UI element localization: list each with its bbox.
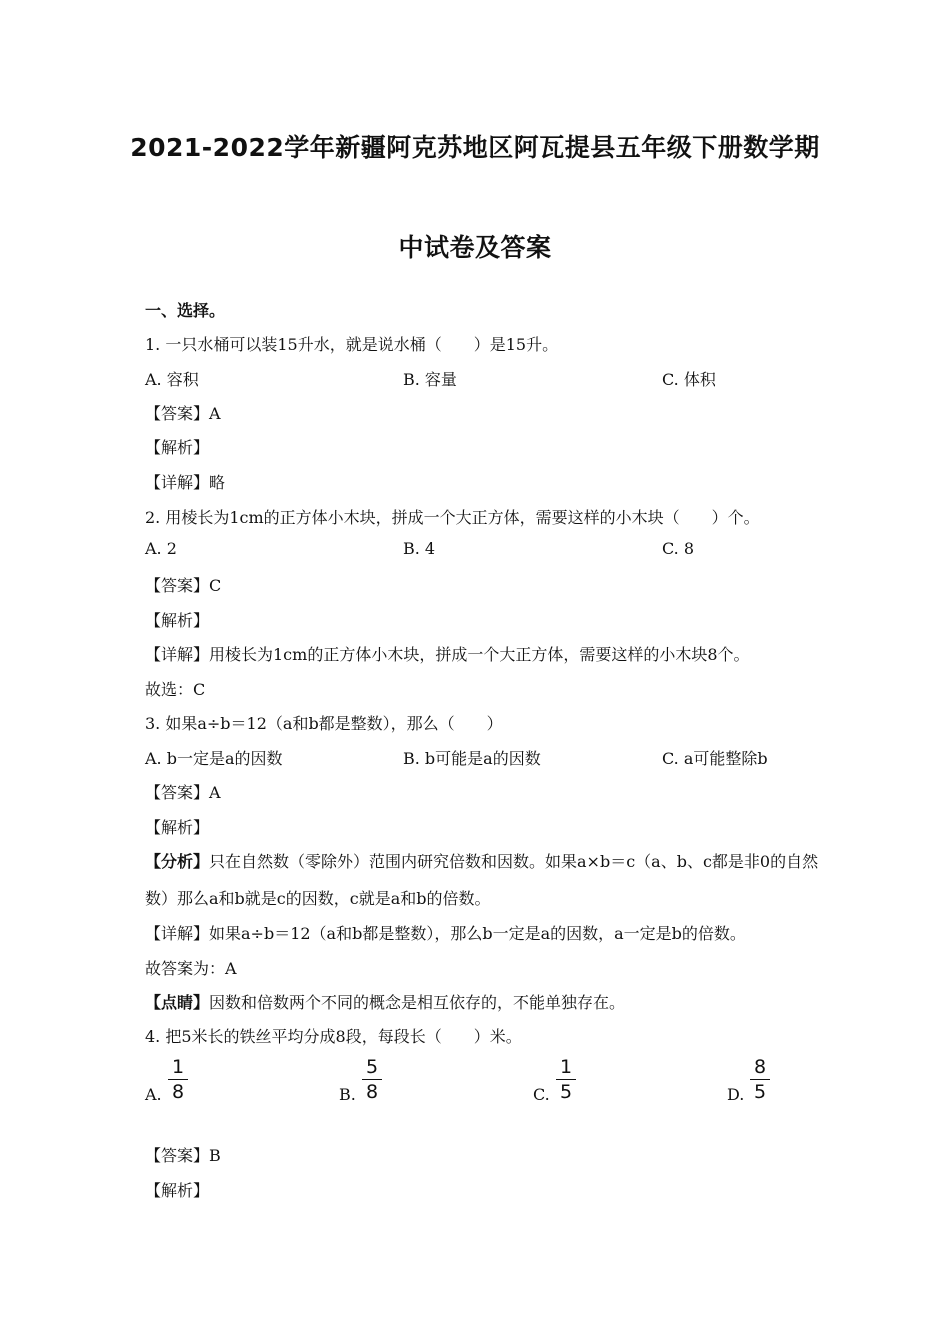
question-1-analysis-label: 【解析】 [145, 438, 210, 457]
question-3-option-b: B. b可能是a的因数 [403, 749, 541, 768]
question-4-option-b-label: B. [339, 1085, 356, 1104]
question-4-option-a-label: A. [145, 1085, 162, 1104]
question-2-option-a: A. 2 [145, 539, 177, 558]
question-3-answer: 【答案】A [145, 783, 221, 802]
question-4-option-c-fraction [556, 1056, 576, 1103]
question-1-option-c: C. 体积 [662, 370, 716, 389]
fraction-denominator: 5 [559, 1081, 573, 1103]
document-title-line-1: 2021-2022学年新疆阿克苏地区阿瓦提县五年级下册数学期 [130, 133, 820, 162]
question-3-option-c: C. a可能整除b [662, 749, 768, 768]
question-4-option-c-label: C. [533, 1085, 550, 1104]
fenxi-text-1: 只在自然数（零除外）范围内研究倍数和因数。如果a×b＝c（a、b、c都是非0的自然 [209, 852, 819, 871]
question-2-conclusion: 故选：C [145, 680, 206, 699]
question-4-option-b-fraction [362, 1056, 382, 1103]
fraction-numerator: 8 [753, 1056, 767, 1078]
fraction-denominator: 8 [365, 1081, 379, 1103]
fraction-bar [556, 1079, 576, 1080]
question-3-option-a: A. b一定是a的因数 [145, 749, 283, 768]
question-4-stem: 4. 把5米长的铁丝平均分成8段，每段长（ ）米。 [145, 1027, 522, 1046]
question-2-stem: 2. 用棱长为1cm的正方体小木块，拼成一个大正方体，需要这样的小木块（ ）个。 [145, 508, 760, 527]
question-2-answer: 【答案】C [145, 576, 222, 595]
fraction-numerator: 1 [559, 1056, 573, 1078]
question-4-option-d-fraction [750, 1056, 770, 1103]
question-3-conclusion: 故答案为：A [145, 959, 237, 978]
question-3-analysis-label: 【解析】 [145, 818, 210, 837]
section-heading: 一、选择。 [145, 301, 226, 320]
question-2-analysis-label: 【解析】 [145, 611, 210, 630]
question-1-answer: 【答案】A [145, 404, 221, 423]
fraction-denominator: 5 [753, 1081, 767, 1103]
fenxi-label: 【分析】 [145, 852, 210, 871]
question-3-note [145, 990, 625, 1013]
question-3-detail: 【详解】如果a÷b＝12（a和b都是整数），那么b一定是a的因数，a一定是b的倍数。 [145, 924, 746, 943]
question-1-detail: 【详解】略 [145, 473, 226, 492]
question-2-option-c: C. 8 [662, 539, 695, 558]
fraction-bar [750, 1079, 770, 1080]
fraction-numerator: 1 [171, 1056, 185, 1078]
note-label: 【点睛】 [145, 993, 210, 1012]
question-3-stem: 3. 如果a÷b＝12（a和b都是整数），那么（ ） [145, 714, 503, 733]
question-4-analysis-label: 【解析】 [145, 1181, 210, 1200]
question-3-fenxi-continued: 数）那么a和b就是c的因数，c就是a和b的倍数。 [145, 889, 491, 908]
question-1-option-b: B. 容量 [403, 370, 457, 389]
question-4-option-a-fraction [168, 1056, 188, 1103]
document-title-line-2: 中试卷及答案 [398, 233, 552, 262]
fraction-bar [168, 1079, 188, 1080]
question-1-stem: 1. 一只水桶可以装15升水，就是说水桶（ ）是15升。 [145, 335, 559, 354]
question-4-option-d-label: D. [727, 1085, 745, 1104]
question-3-fenxi [145, 849, 818, 872]
fraction-denominator: 8 [171, 1081, 185, 1103]
question-4-answer: 【答案】B [145, 1146, 221, 1165]
question-2-option-b: B. 4 [403, 539, 436, 558]
question-1-option-a: A. 容积 [145, 370, 199, 389]
fraction-numerator: 5 [365, 1056, 379, 1078]
fraction-bar [362, 1079, 382, 1080]
note-text: 因数和倍数两个不同的概念是相互依存的，不能单独存在。 [209, 993, 626, 1012]
question-2-detail: 【详解】用棱长为1cm的正方体小木块，拼成一个大正方体，需要这样的小木块8个。 [145, 645, 750, 664]
